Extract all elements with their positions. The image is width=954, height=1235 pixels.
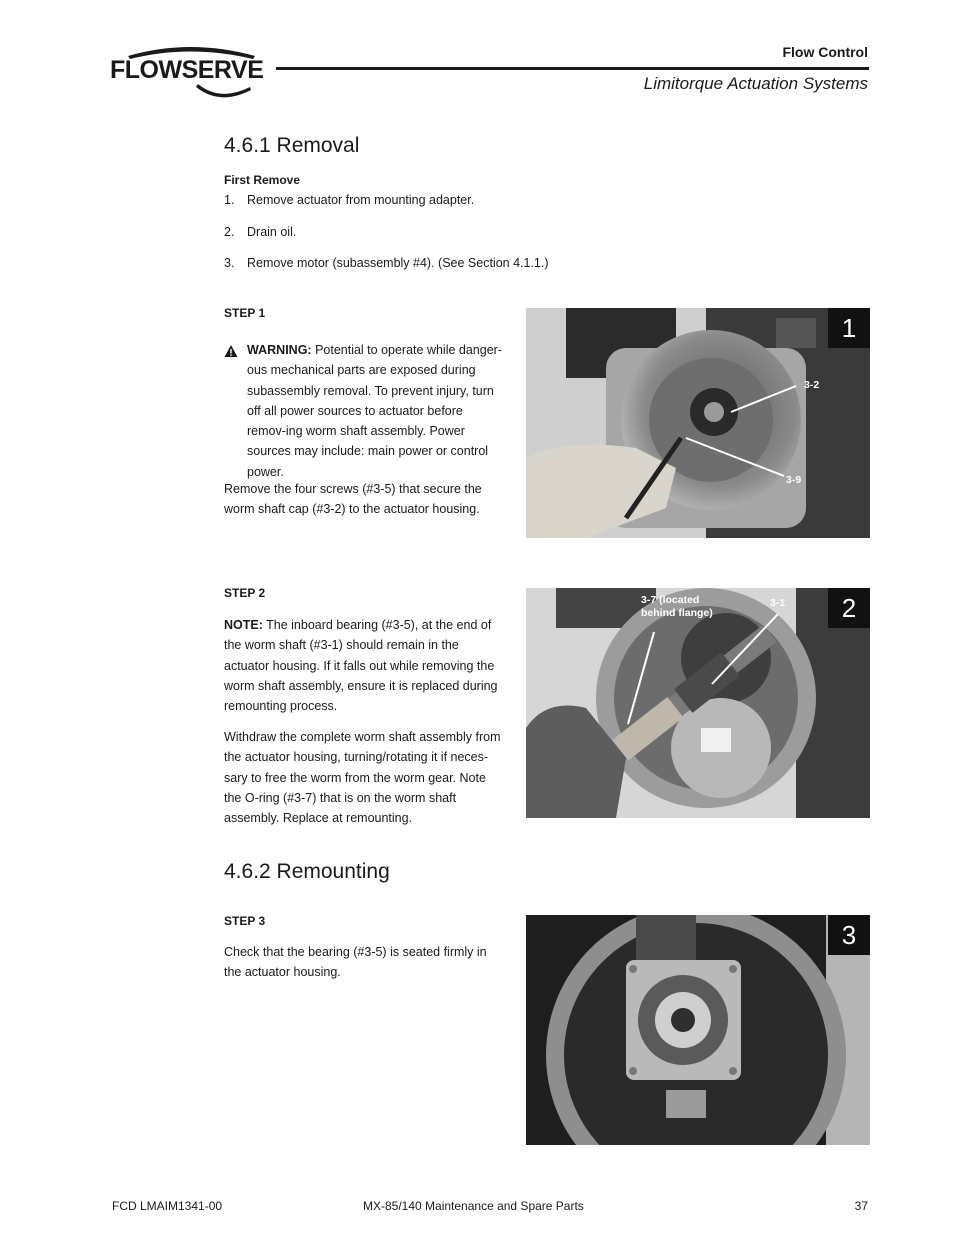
logo-text: FLOWSERVE [110, 56, 264, 84]
division-label: Flow Control [782, 44, 868, 60]
figure-number-badge: 3 [828, 915, 870, 955]
header-rule [276, 67, 869, 70]
warning-text: WARNING: Potential to operate while danger-ous mechanical parts are exposed during subassembly removal. To prevent injury, turn off all power sources to actuator before remov-ing worm shaft assembly. Power sources may include: main power or control power. [247, 343, 502, 479]
list-item: 3. Remove motor (subassembly #4). (See Section 4.1.1.) [224, 256, 549, 270]
figure-1-photo [526, 308, 870, 538]
section-heading-removal: 4.6.1 Removal [224, 134, 360, 157]
figure-3-photo [526, 915, 870, 1145]
callout-label: 3-9 [786, 474, 802, 486]
page-number: 37 [854, 1199, 868, 1213]
warning-triangle-icon [224, 344, 238, 358]
callout-label: 3-2 [804, 379, 820, 391]
step-1-label: STEP 1 [224, 306, 266, 320]
callout-label: 3-1 [770, 597, 786, 609]
figure-number-badge: 2 [828, 588, 870, 628]
step-3-label: STEP 3 [224, 914, 266, 928]
step-3-paragraph: Check that the bearing (#3-5) is seated firmly in the actuator housing. [224, 945, 487, 980]
flowserve-logo [110, 42, 268, 100]
step-2-label: STEP 2 [224, 586, 266, 600]
footer-title: MX-85/140 Maintenance and Spare Parts [363, 1199, 584, 1213]
footer-document-code: FCD LMAIM1341-00 [112, 1199, 223, 1213]
figure-number-badge: 1 [828, 308, 870, 348]
callout-label: 3-7 (located behind flange) [641, 594, 713, 619]
header-subtitle: Limitorque Actuation Systems [643, 74, 868, 93]
list-item: 1. Remove actuator from mounting adapter. [224, 193, 475, 207]
step-1-paragraph: Remove the four screws (#3-5) that secure the worm shaft cap (#3-2) to the actuator housing. [224, 482, 482, 517]
step-2-paragraph: Withdraw the complete worm shaft assembly from the actuator housing, turning/rotating it if neces-sary to free the worm from the worm gear. Note the O-ring (#3-7) that is on the worm shaft assembly. Replace at remounting. [224, 730, 501, 826]
section-heading-remounting: 4.6.2 Remounting [224, 860, 390, 883]
figure-2-photo [526, 588, 870, 818]
step-2-note: NOTE: The inboard bearing (#3-5), at the end of the worm shaft (#3-1) should remain in the actuator housing. If it falls out while removing the worm shaft assembly, ensure it is replaced during remounting process. [224, 618, 498, 714]
first-remove-label: First Remove [224, 173, 301, 187]
list-item: 2. Drain oil. [224, 225, 297, 239]
